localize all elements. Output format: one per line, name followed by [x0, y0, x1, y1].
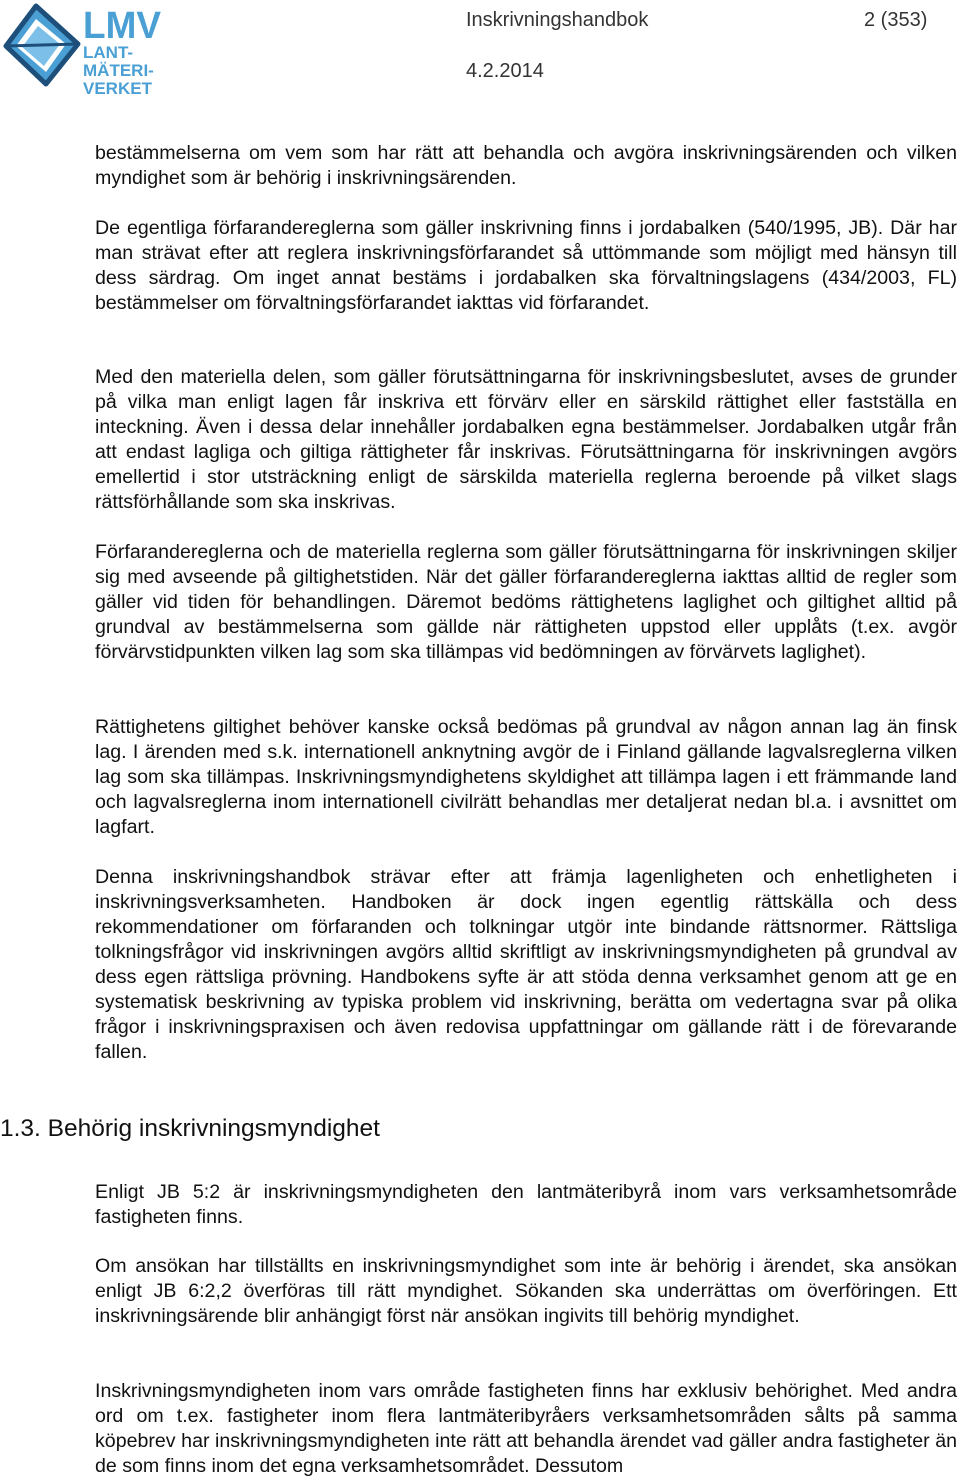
logo-line-2: MÄTERI- — [83, 61, 154, 80]
paragraph-5: Rättighetens giltighet behöver kanske också bedömas på grundval av någon annan lag än finsk lag. I ärenden med s.k. internationell anknytning avgör de i Finland gällande lagvalsreglerna vilken lag som ska tillämpas. Inskrivningsmyndighetens skyldighet att tillämpa lagen i ett främmande land och lagvalsreglerna inom internationell civilrätt behandlas mer detaljerat nedan bl.a. i avsnittet om lagfart. — [95, 716, 957, 838]
logo-emblem-icon — [6, 6, 78, 84]
document-title: Inskrivningshandbok — [466, 9, 649, 31]
section-paragraph-1: Enligt JB 5:2 är inskrivningsmyndigheten den lantmäteribyrå inom vars verksamhetsområde fastigheten finns. — [95, 1181, 957, 1228]
paragraph-2: De egentliga förfarandereglerna som gäller inskrivning finns i jordabalken (540/1995, JB). Där har man strävat efter att reglera inskrivningsförfarandet så uttömmande som möjligt med hänsyn till dess särdrag. Om inget annat bestäms i jordabalken ska förvaltningslagens (434/2003, FL) bestämmelser om förvaltningsförfarandet iakttas vid förfarandet. — [95, 217, 957, 314]
section-paragraph-2: Om ansökan har tillställts en inskrivningsmyndighet som inte är behörig i ärendet, ska ansökan enligt JB 6:2,2 överföras till rätt myndighet. Sökanden ska underrättas om överföringen. Ett inskrivningsärende blir anhängigt först när ansökan ingivits till behörig myndighet. — [95, 1255, 957, 1327]
paragraph-3: Med den materiella delen, som gäller förutsättningarna för inskrivningsbeslutet, avses de grunder på vilka man enligt lagen får inskriva ett förvärv eller en särskild rättighet eller fastställa en inteckning. Även i dessa delar innehåller jordabalken egna bestämmelser. Jordabalken utgår från att endast lagliga och giltiga rättigheter får inskrivas. Förutsättningarna för inskrivningen avgörs emellertid i stor utsträckning enligt de särskilda materiella reglerna beroende på vilket slags rättsförhållande som ska inskrivas. — [95, 366, 957, 513]
paragraph-1: bestämmelserna om vem som har rätt att behandla och avgöra inskrivningsärenden och vilken myndighet som är behörig i inskrivningsärenden. — [95, 142, 957, 189]
paragraph-4: Förfarandereglerna och de materiella reglerna som gäller förutsättningarna för inskrivningen skiljer sig med avseende på giltighetstiden. När det gäller förfarandereglerna iakttas alltid de regler som gäller vid tiden för behandlingen. Däremot bedöms rättighetens laglighet och giltighet alltid på grundval av bestämmelserna som gällde när rättigheten uppstod eller upplåts (t.ex. avgör förvärvstidpunkten vilken lag som ska tillämpas vid bedömningen av förvärvets laglighet). — [95, 541, 957, 663]
logo-line-3: VERKET — [83, 79, 152, 98]
logo-line-1: LANT- — [83, 43, 134, 62]
paragraph-6: Denna inskrivningshandbok strävar efter att främja lagenligheten och enhetligheten i inskrivningsverksamheten. Handboken är dock ingen egentlig rättskälla och dess rekommendationer om förfaranden och tolkningar utgör inte bindande rättsnormer. Rättsliga tolkningsfrågor vid inskrivningen avgörs alltid skriftligt av inskrivningsmyndigheten på grundval av dess egen rättsliga prövning. Handbokens syfte är att stöda denna verksamhet genom att ge en systematisk beskrivning av typiska problem vid inskrivning, berätta om vedertagna svar på olika frågor i inskrivningspraxisen och även redovisa uppfattningar om gällande rätt i de förevarande fallen. — [95, 866, 957, 1063]
section-heading: 1.3. Behörig inskrivningsmyndighet — [0, 1115, 380, 1142]
section-paragraph-3: Inskrivningsmyndigheten inom vars område fastigheten finns har exklusiv behörighet. Med andra ord om t.ex. fastigheter inom flera lantmäteribyråers verksamhetsområden sålts på samma köpebrev har inskrivningsmyndigheten inte rätt att behandla ärendet vad gäller andra fastigheter än de som finns inom det egna verksamhetsområdet. Dessutom — [95, 1380, 957, 1477]
document-date: 4.2.2014 — [466, 60, 544, 82]
lmv-logo — [0, 2, 170, 98]
page-number: 2 (353) — [864, 9, 928, 31]
logo-lmv: LMV — [83, 5, 162, 47]
